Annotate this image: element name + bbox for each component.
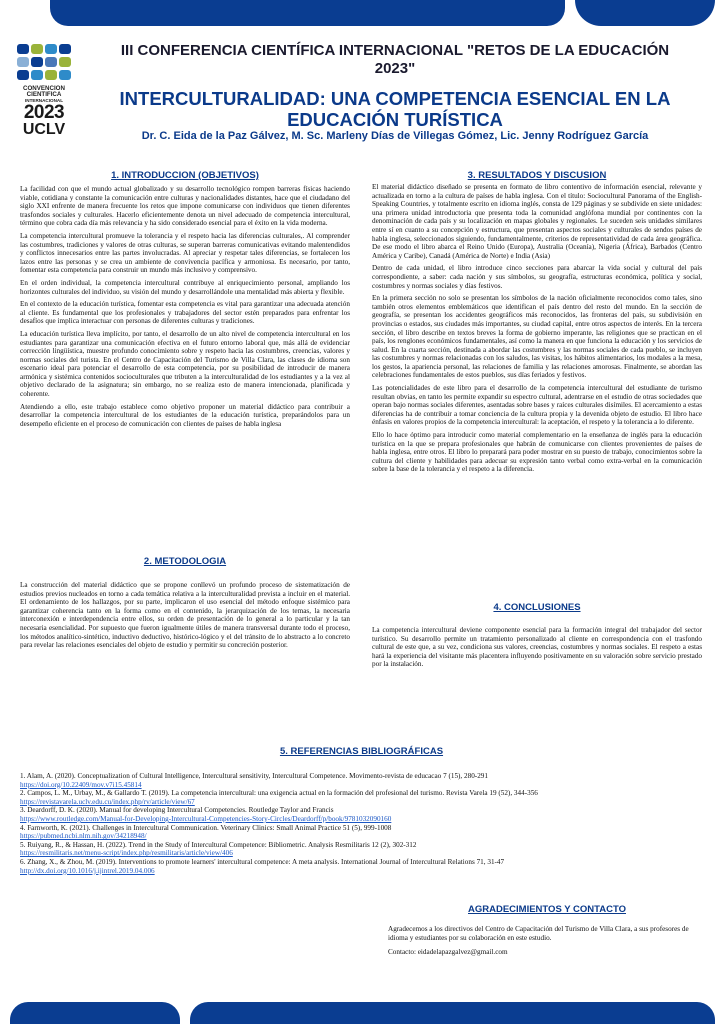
method-heading: 2. METODOLOGIA bbox=[143, 556, 227, 567]
bottom-banner-bar-left bbox=[10, 1002, 180, 1024]
reference-link[interactable]: https://resmilitaris.net/menu-script/index.php/resmilitaris/article/view/406 bbox=[20, 849, 233, 858]
logo-square bbox=[45, 57, 57, 67]
reference-item bbox=[20, 841, 710, 858]
reference-item bbox=[20, 789, 710, 806]
reference-text: 1. Alam, A. (2020). Conceptualization of Cultural Intelligence, Intercultural sensitivity, Intercultural Competence. Movimento-revista de educacao 7 (15), 280-291 bbox=[20, 772, 488, 780]
paragraph: Contacto: eidadelapazgalvez@gmail.com bbox=[388, 947, 508, 956]
paragraph: Agradecemos a los directivos del Centro de Capacitación del Turismo de Villa Clara, a sus profesores de idioma y estudiantes por su colaboración en este estudio. bbox=[388, 925, 689, 942]
logo-square bbox=[17, 57, 29, 67]
reference-text: 5. Ruiyang, R., & Hassan, H. (2022). Trend in the Study of Intercultural Competence: Bibliometric. Analysis Resmilitaris 12 (2), 302-312 bbox=[20, 840, 417, 849]
reference-text: 2. Campos, L. M., Urbay, M., & Gallardo T. (2019). La competencia intercultural: una exigencia actual en la formación del profesional del turismo. Revista Varela 19 (52), 344-356 bbox=[20, 789, 538, 798]
reference-link[interactable]: http://dx.doi.org/10.1016/j.ijintrel.2019.04.006 bbox=[20, 866, 155, 875]
reference-link[interactable]: https://doi.org/10.22409/mov.v7i15.45814 bbox=[20, 780, 142, 789]
results-heading: 3. RESULTADOS Y DISCUSION bbox=[467, 170, 607, 181]
paragraph: La competencia intercultural promueve la tolerancia y el respeto hacia las diferencias culturales,. Al comprender las costumbres, tradiciones y valores de otras culturas, se superan barreras comunicativas evitando malentendidos y conflictos innecesarios entre las partes involucradas. Al apreciar y respetar tales diferencias, se fortalecen los lazos entre las personas y se crea un ambiente de convivencia pacífica y armoniosa. Es necesario, por tanto, fomentar esta competencia para construir un mundo más inclusivo y comprensivo. bbox=[20, 231, 350, 275]
paragraph: La facilidad con que el mundo actual globalizado y su desarrollo tecnológico rompen barreras físicas haciendo viable, cotidiana y constante la comunicación entre culturas y nacionalidades distantes, hace que el ciudadano del siglo XXI enfrente de manera frecuente los retos que impone comunicarse con individuos que tienen diferentes trasfondos sociales y culturales. Hacerlo eficientemente denota un nivel adecuado de competencia intercultural, término que cobra cada día más relevancia y ha sido considerado esencial para el éxito en la vida moderna. bbox=[20, 185, 350, 228]
paragraph: En la primera sección no solo se presentan los símbolos de la nación oficialmente reconocidos como tales, sino también otros elementos emblemáticos que identifican el país dentro del resto del mundo. En la sección de geografía, se presentan los accidentes geográficos más reconocidos, las fronteras del país, su subdivisión en provincias o estados, sus ciudades más importantes, su ciudad capital, entre otros aspectos de interés. En la tercera sección, el libro describe en textos breves la forma de gobierno imperante, las religiones que se practican en el país, los renglones económicos fundamentales, así como la manera en que funciona la educación y los servicios de salud. En la cuarta sección, destinada a abordar las costumbres y las normas sociales de cada pueblo, se incluyen las costumbres y normas relacionadas con los saludos, las visitas, los hábitos alimentarios, los modales a la mesa, los gestos, la apariencia personal, las relaciones de familia y las relaciones amorosas. Finalmente, se abordan las celebraciones fundamentales de estos pueblos, sus días feriados y festivos. bbox=[372, 294, 702, 380]
logo-square bbox=[45, 44, 57, 54]
intro-text bbox=[20, 185, 350, 432]
conference-name: III CONFERENCIA CIENTÍFICA INTERNACIONAL "RETOS DE LA EDUCACIÓN 2023" bbox=[120, 42, 670, 77]
results-text bbox=[372, 183, 702, 478]
reference-text: 3. Deardorff, D. K. (2020). Manual for developing Intercultural Competencies. Routledge Taylor and Francis bbox=[20, 806, 334, 815]
logo-square bbox=[59, 44, 71, 54]
paragraph: Ello lo hace óptimo para introducir como material complementario en la enseñanza de inglés para la educación turística en la que se prepara profesionales que habrán de comunicarse con clientes provenientes de países de habla inglesa, entre otros. El libro lo preparará para poder mostrar en su puesto de trabajo, conocimientos sobre la cultura del cliente y habilidades para adecuar su expresión tanto verbal como extra-verbal en la comunicación sobre la base de la tolerancia y el respeto a la diferencia. bbox=[372, 431, 702, 474]
logo-square bbox=[59, 57, 71, 67]
paragraph: En el orden individual, la competencia intercultural contribuye al enriquecimiento personal, ampliando los horizontes culturales del individuo, su visión del mundo y desarrollándole una mentalidad más abierta y flexible. bbox=[20, 278, 350, 296]
paragraph: La construcción del material didáctico que se propone conllevó un profundo proceso de sistematización de estudios previos nucleados en torno a cada temática relativa a la interculturalidad prevista a incluir en el material. El ordenamiento de los hallazgos, por su parte, implicaron el uso esencial del método enfoque sistémico para garantizar coherencia tanto en la forma como en el contenido, la jerarquización de los temas, la necesaria interconexión e interdependencia entre ellos, su orden de presentación de lo general a lo particular y la tan necesaria esencialidad. Por supuesto que fueron igualmente útiles de manera transversal durante todo el proceso, los métodos analítico-sintético, inductivo deductivo, histórico-lógico y el del tránsito de lo abstracto a lo concreto para revelar las relaciones esenciales del objeto de estudio y permitir su concreción posterior. bbox=[20, 581, 350, 650]
conclusions-heading: 4. CONCLUSIONES bbox=[493, 602, 581, 613]
reference-link[interactable]: https://www.routledge.com/Manual-for-Developing-Intercultural-Competencies-Story-Circles/Deardorff/p/book/9781032090160 bbox=[20, 814, 392, 823]
logo-square bbox=[17, 70, 29, 80]
paragraph: El material didáctico diseñado se presenta en formato de libro contentivo de información esencial, relevante y actualizada en torno a la cultura de países de habla inglesa. Con el título: Sociocultural Panorama of the English-Speaking Countries, y totalmente escrito en idioma inglés, consta de 129 páginas y se subdivide en siete unidades: una primera unidad introductoria que presenta toda la comunidad anglófona mundial por continentes con la denominación de cada país y su localización en mapas globales y regionales. Le suceden seis unidades similares entre sí en cuanto a su concepción y estructura, que presentan aspectos sociales y culturales de sendos países de habla inglesa, seleccionados siguiendo, fundamentalmente, criterios de representatividad de cada área geográfica. De ese modo el libro abarca el Reino Unido (Europa), Australia (Oceanía), Nigeria (África), Barbados (Centro América y Caribe), Canadá (América de Norte) e India (Asia) bbox=[372, 183, 702, 260]
bottom-banner-bar bbox=[190, 1002, 715, 1024]
paragraph: En el contexto de la educación turística, fomentar esta competencia es vital para garantizar una adecuada atención al cliente. Es fundamental que los profesionales y trabajadores del sector estén preparados para enfrentar los desafíos que implica interactuar con personas de diferentes culturas y tradiciones. bbox=[20, 300, 350, 326]
poster-authors: Dr. C. Eida de la Paz Gálvez, M. Sc. Marleny Días de Villegas Gómez, Lic. Jenny Rodríguez García bbox=[141, 130, 649, 142]
paragraph: Las potencialidades de este libro para el desarrollo de la competencia intercultural del estudiante de turismo resultan obvias, en tanto les permite expandir su espectro cultural, adentrarse en el estudio de otras sociedades que operan bajo normas sociales diferentes, asentadas sobre bases y raíces culturales disímiles. El acercamiento a estas diferencias ha de contribuir a tomar conciencia de la cultura propia y la devenida objeto de estudio. El libro hace énfasis en valores propios de la competencia intercultural: la aceptación, el respeto y la tolerancia a lo diferente. bbox=[372, 384, 702, 427]
top-banner-bar-right bbox=[575, 0, 715, 26]
paragraph: Atendiendo a ello, este trabajo establece como objetivo proponer un material didáctico para contribuir a desarrollar la competencia intercultural de los estudiantes de la educación turística, preparándolos para un desempeño eficiente en el proceso de comunicación con clientes de países de habla inglesa bbox=[20, 402, 350, 428]
reference-text: 4. Farnworth, K. (2021). Challenges in Intercultural Communication. Veterinary Clinics: Small Animal Practice 51 (5), 999-1008 bbox=[20, 823, 392, 832]
acknowledgements-heading: AGRADECIMIENTOS Y CONTACTO bbox=[468, 904, 626, 915]
paragraph: La educación turística lleva implícito, por tanto, el desarrollo de un alto nivel de competencia intercultural en los estudiantes para garantizar una comunicación efectiva en el futuro entorno laboral que, más allá de evidenciar corrección lingüística, muestre profundo conocimiento sobre y respeto hacia las costumbres, creencias, valores y normas sociales del turista. En el Centro de Capacitación del Turismo de Villa Clara, las clases de idioma son escenario ideal para potenciar el desarrollo de esta competencia, por su posibilidad de introducir de manera armónica y sistémica contenidos socioculturales que tributen a la interculturalidad de los estudiantes y a la vez al objetivo declarado de la asignatura; sin embargo, no se realiza esto de manera intencionada, planificada y coherente. bbox=[20, 329, 350, 399]
poster-title: INTERCULTURALIDAD: UNA COMPETENCIA ESENCIAL EN LA EDUCACIÓN TURÍSTICA bbox=[119, 88, 671, 130]
acknowledgements-text bbox=[388, 925, 708, 961]
reference-item bbox=[20, 858, 710, 875]
reference-link[interactable]: https://revistavarela.uclv.edu.cu/index.php/rv/article/view/67 bbox=[20, 797, 195, 806]
logo-year: 2023 bbox=[23, 102, 65, 123]
reference-item bbox=[20, 772, 710, 789]
reference-item bbox=[20, 806, 710, 823]
paragraph: La competencia intercultural deviene componente esencial para la formación integral del trabajador del sector turístico. Su desarrollo permite un tratamiento personalizado al cliente en correspondencia con el trasfondo cultural de este que, a su vez, condiciona sus valores, creencias, costumbres y normas sociales. El respeto a estas hará la experiencia del visitante más placentera influyendo positivamente en su valoración sobre servicio prestado por la instalación. bbox=[372, 626, 702, 669]
top-banner-bar bbox=[50, 0, 565, 26]
reference-item bbox=[20, 824, 710, 841]
logo-text: CONVENCION CIENTIFICA INTERNACIONAL bbox=[23, 85, 65, 103]
logo-square bbox=[31, 44, 43, 54]
logo-square bbox=[31, 57, 43, 67]
reference-link[interactable]: https://pubmed.ncbi.nlm.nih.gov/34218948/ bbox=[20, 832, 147, 841]
references-list bbox=[20, 772, 710, 875]
references-heading: 5. REFERENCIAS BIBLIOGRÁFICAS bbox=[279, 746, 444, 757]
paragraph: Dentro de cada unidad, el libro introduce cinco secciones para abarcar la vida social y cultural del país correspondiente, a saber: cada nación y sus símbolos, su geografía, estructuras económica, política y social, costumbres y normas sociales y días festivos. bbox=[372, 264, 702, 290]
logo-org: UCLV bbox=[22, 121, 66, 138]
logo-square bbox=[17, 44, 29, 54]
logo-square bbox=[31, 70, 43, 80]
logo-square bbox=[45, 70, 57, 80]
logo-mosaic bbox=[17, 44, 74, 80]
conclusions-text bbox=[372, 626, 702, 673]
conference-logo bbox=[14, 44, 74, 138]
logo-square bbox=[59, 70, 71, 80]
reference-text: 6. Zhang, X., & Zhou, M. (2019). Interventions to promote learners' intercultural competence: A meta analysis. International Journal of Intercultural Relations 71, 31-47 bbox=[20, 857, 505, 866]
method-text bbox=[20, 581, 350, 654]
intro-heading: 1. INTRODUCCION (OBJETIVOS) bbox=[111, 170, 259, 181]
